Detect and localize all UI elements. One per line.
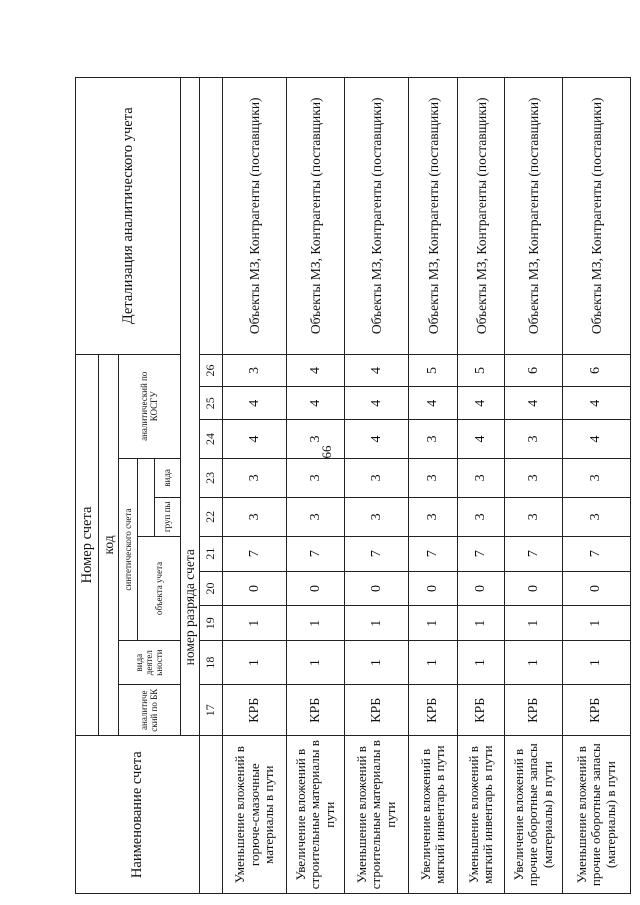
row-c26: 5 (409, 354, 458, 387)
header-account-number: Номер счета (76, 354, 99, 736)
accounts-table (75, 77, 631, 894)
row-c20: 0 (345, 571, 409, 606)
header-analytic-kosgu: аналитический по КОСГУ (118, 354, 180, 458)
row-c21: 7 (505, 536, 563, 571)
row-detail: Объекты МЗ, Контрагенты (поставщики) (458, 78, 505, 355)
digit-22: 22 (199, 497, 222, 536)
row-c23: 3 (409, 458, 458, 497)
row-name: Уменьшение вложений в строительные материалы в пути (345, 736, 409, 894)
row-c23: 3 (458, 458, 505, 497)
header-code: код (99, 354, 118, 736)
row-c24: 4 (562, 420, 630, 459)
row-bk: КРБ (409, 685, 458, 736)
table-row (505, 78, 563, 894)
row-c18: 1 (505, 641, 563, 685)
row-name: Увеличение вложений в строительные материалы в пути (287, 736, 345, 894)
table-row (458, 78, 505, 894)
row-c24: 4 (223, 420, 287, 459)
row-c24: 3 (505, 420, 563, 459)
header-kind: вида (155, 458, 181, 497)
row-c18: 1 (223, 641, 287, 685)
row-c26: 6 (505, 354, 563, 387)
digit-21: 21 (199, 536, 222, 571)
row-bk: КРБ (458, 685, 505, 736)
row-c18: 1 (345, 641, 409, 685)
row-c19: 1 (458, 606, 505, 641)
header-detail: Детализация аналитического учета (76, 78, 181, 355)
row-c19: 1 (223, 606, 287, 641)
rotated-page (0, 97, 640, 905)
row-c22: 3 (223, 497, 287, 536)
header-group: груп пы (155, 497, 181, 536)
row-c23: 3 (345, 458, 409, 497)
row-c26: 4 (345, 354, 409, 387)
row-c23: 3 (562, 458, 630, 497)
row-c25: 4 (223, 387, 287, 420)
row-bk: КРБ (562, 685, 630, 736)
row-name: Уменьшение вложений в горюче-смазочные материалы в пути (223, 736, 287, 894)
digit-25: 25 (199, 387, 222, 420)
accounts-table-frame (75, 77, 631, 894)
row-c18: 1 (458, 641, 505, 685)
row-c20: 0 (562, 571, 630, 606)
row-c24: 4 (345, 420, 409, 459)
row-c24: 3 (287, 420, 345, 459)
row-name: Увеличение вложений в прочие оборотные запасы (материалы) в пути (505, 736, 563, 894)
digit-26: 26 (199, 354, 222, 387)
row-c20: 0 (287, 571, 345, 606)
row-c25: 4 (505, 387, 563, 420)
row-c24: 3 (409, 420, 458, 459)
row-c22: 3 (409, 497, 458, 536)
row-c19: 1 (409, 606, 458, 641)
row-c18: 1 (562, 641, 630, 685)
row-c21: 7 (409, 536, 458, 571)
table-row (409, 78, 458, 894)
row-c24: 4 (458, 420, 505, 459)
row-c22: 3 (505, 497, 563, 536)
row-name: Увеличение вложений в мягкий инвентарь в пути (409, 736, 458, 894)
row-c18: 1 (409, 641, 458, 685)
row-detail: Объекты МЗ, Контрагенты (поставщики) (345, 78, 409, 355)
row-c21: 7 (562, 536, 630, 571)
row-c26: 4 (287, 354, 345, 387)
header-digit-label: номер разряда счета (180, 78, 199, 736)
digit-17: 17 (199, 685, 222, 736)
row-c26: 3 (223, 354, 287, 387)
row-bk: КРБ (223, 685, 287, 736)
row-detail: Объекты МЗ, Контрагенты (поставщики) (287, 78, 345, 355)
row-bk: КРБ (287, 685, 345, 736)
row-c23: 3 (223, 458, 287, 497)
table-row (287, 78, 345, 894)
row-c22: 3 (458, 497, 505, 536)
row-name: Уменьшение вложений в прочие оборотные запасы (материалы) в пути (562, 736, 630, 894)
row-bk: КРБ (345, 685, 409, 736)
row-detail: Объекты МЗ, Контрагенты (поставщики) (409, 78, 458, 355)
row-c21: 7 (287, 536, 345, 571)
row-c25: 4 (345, 387, 409, 420)
row-c25: 4 (562, 387, 630, 420)
row-c25: 4 (287, 387, 345, 420)
table-row (562, 78, 630, 894)
row-c23: 3 (505, 458, 563, 497)
header-synthetic: синтетического счета (118, 458, 137, 640)
row-c26: 5 (458, 354, 505, 387)
row-c22: 3 (562, 497, 630, 536)
row-c19: 1 (562, 606, 630, 641)
header-account-object: объекта учета (137, 536, 180, 640)
row-c21: 7 (458, 536, 505, 571)
digit-23: 23 (199, 458, 222, 497)
row-c19: 1 (287, 606, 345, 641)
row-name: Уменьшение вложений в мягкий инвентарь в пути (458, 736, 505, 894)
row-c20: 0 (223, 571, 287, 606)
digit-24: 24 (199, 420, 222, 459)
row-detail: Объекты МЗ, Контрагенты (поставщики) (223, 78, 287, 355)
row-c19: 1 (505, 606, 563, 641)
header-analytic-bk: аналитиче ский по БК (118, 685, 180, 736)
row-bk: КРБ (505, 685, 563, 736)
header-activity-type: вида деятел ьности (118, 641, 180, 685)
row-c25: 4 (409, 387, 458, 420)
row-c22: 3 (345, 497, 409, 536)
row-c21: 7 (223, 536, 287, 571)
row-c22: 3 (287, 497, 345, 536)
table-row (345, 78, 409, 894)
row-c23: 3 (287, 458, 345, 497)
row-c25: 4 (458, 387, 505, 420)
digit-20: 20 (199, 571, 222, 606)
digit-18: 18 (199, 641, 222, 685)
row-c26: 6 (562, 354, 630, 387)
row-c20: 0 (458, 571, 505, 606)
row-c20: 0 (505, 571, 563, 606)
row-c20: 0 (409, 571, 458, 606)
header-account-name: Наименование счета (76, 736, 200, 894)
row-c19: 1 (345, 606, 409, 641)
page-number: 66 (319, 445, 334, 459)
row-c18: 1 (287, 641, 345, 685)
row-detail: Объекты МЗ, Контрагенты (поставщики) (562, 78, 630, 355)
row-detail: Объекты МЗ, Контрагенты (поставщики) (505, 78, 563, 355)
row-c21: 7 (345, 536, 409, 571)
table-row (223, 78, 287, 894)
digit-19: 19 (199, 606, 222, 641)
